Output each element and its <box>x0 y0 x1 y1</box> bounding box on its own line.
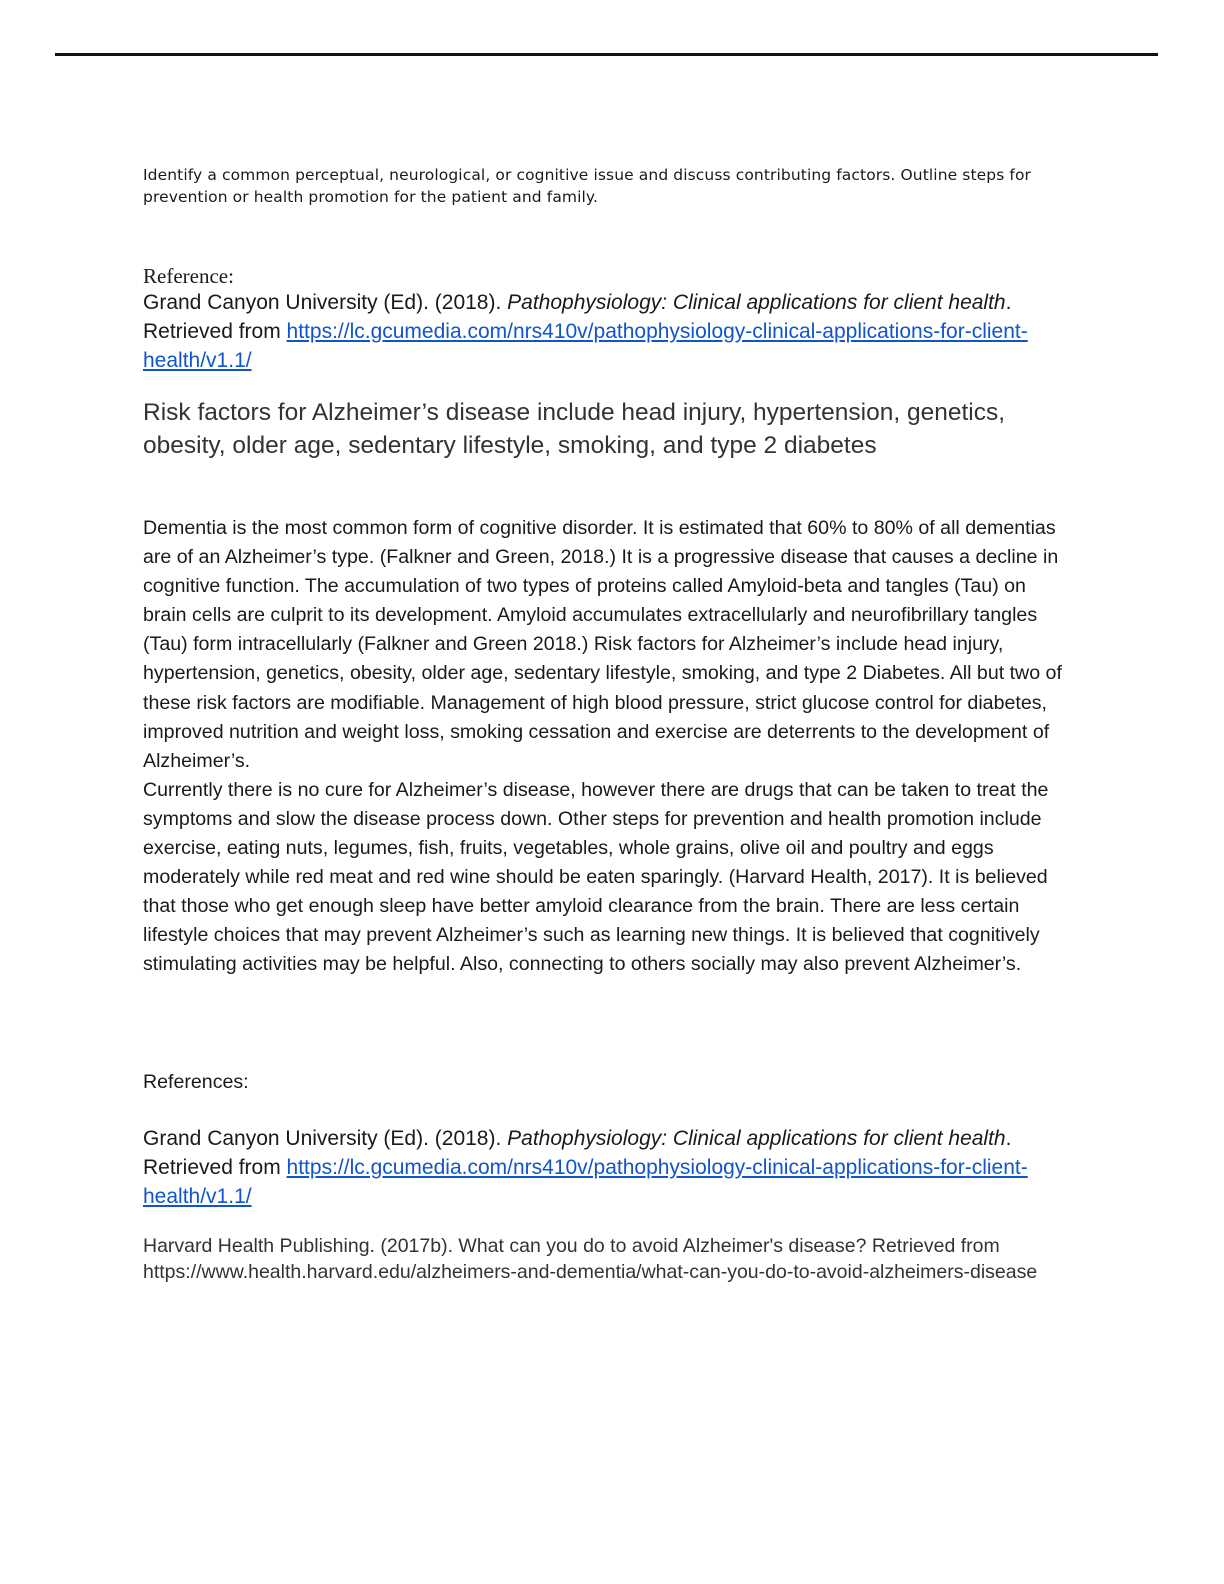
paragraph: Dementia is the most common form of cognitive disorder. It is estimated that 60% to 80% of all dementias are of an Alzheimer’s type. (Falkner and Green, 2018.) It is a progressive disease that causes a decline in cognitive function. The accumulation of two types of proteins called Amyloid-beta and tangles (Tau) on brain cells are culprit to its development. Amyloid accumulates extracellularly and neurofibrillary tangles (Tau) form intracellularly (Falkner and Green 2018.) Risk factors for Alzheimer’s include head injury, hypertension, genetics, obesity, older age, sedentary lifestyle, smoking, and type 2 Diabetes. All but two of these risk factors are modifiable. Management of high blood pressure, strict glucose control for diabetes, improved nutrition and weight loss, smoking cessation and exercise are deterrents to the development of Alzheimer’s. <box>143 517 1062 772</box>
gcu-title: Pathophysiology: Clinical applications for client health <box>507 1127 1006 1150</box>
gcu-reference-repeat <box>143 1124 1063 1211</box>
risk-factors-statement: Risk factors for Alzheimer’s disease include head injury, hypertension, genetics, obesity, older age, sedentary lifestyle, smoking, and type 2 diabetes <box>143 399 1006 459</box>
gcu-title: Pathophysiology: Clinical applications for client health <box>507 291 1006 314</box>
gcu-reference <box>143 288 1063 375</box>
gcu-author-year: Grand Canyon University (Ed). (2018). <box>143 1127 508 1150</box>
references-heading: References: <box>143 1071 249 1093</box>
discussion-body <box>143 514 1068 980</box>
assignment-prompt: Identify a common perceptual, neurological, or cognitive issue and discuss contributing factors. Outline steps for prevention or health promotion for the patient and family. <box>143 166 1032 206</box>
gcu-link[interactable]: https://lc.gcumedia.com/nrs410v/pathophysiology-clinical-applications-for-client-health/v1.1/ <box>143 320 1028 372</box>
gcu-link[interactable]: https://lc.gcumedia.com/nrs410v/pathophysiology-clinical-applications-for-client-health/v1.1/ <box>143 1156 1028 1208</box>
header-rule <box>55 53 1158 56</box>
paragraph: Currently there is no cure for Alzheimer’s disease, however there are drugs that can be taken to treat the symptoms and slow the disease process down. Other steps for prevention and health promotion include exercise, eating nuts, legumes, fish, fruits, vegetables, whole grains, olive oil and poultry and eggs moderately while red meat and red wine should be eaten sparingly. (Harvard Health, 2017). It is believed that those who get enough sleep have better amyloid clearance from the brain. There are less certain lifestyle choices that may prevent Alzheimer’s such as learning new things. It is believed that cognitively stimulating activities may be helpful. Also, connecting to others socially may also prevent Alzheimer’s. <box>143 778 1049 976</box>
harvard-reference: Harvard Health Publishing. (2017b). What can you do to avoid Alzheimer's disease? Retrieved from https://www.health.harvard.edu/alzheimers-and-dementia/what-can-you-do-to-avoid-alzheimers-disease <box>143 1235 1038 1283</box>
reference-label: Reference: <box>143 264 234 288</box>
gcu-retrieved: . Retrieved from <box>143 1127 1012 1179</box>
gcu-retrieved: . Retrieved from <box>143 291 1012 343</box>
gcu-author-year: Grand Canyon University (Ed). (2018). <box>143 291 508 314</box>
